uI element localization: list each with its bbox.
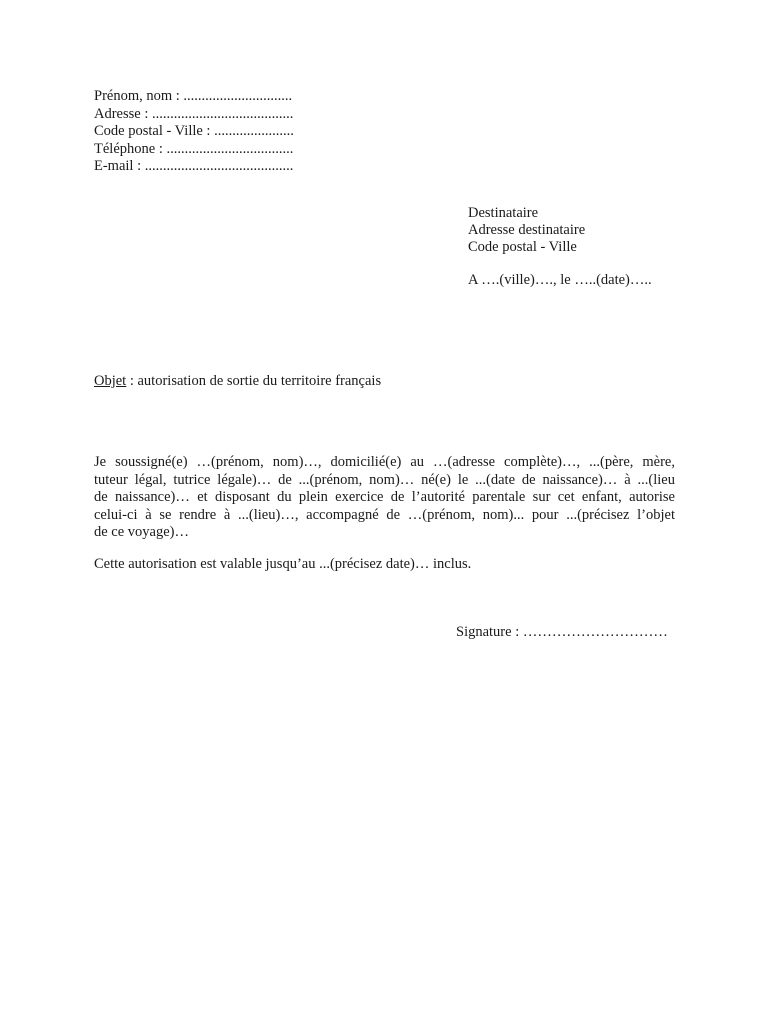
body-paragraph — [94, 454, 675, 542]
subject-separator: : — [126, 373, 138, 389]
recipient-name: Destinataire — [468, 205, 539, 221]
subject-text: autorisation de sortie du territoire français — [137, 373, 382, 389]
recipient-postal-city: Code postal - Ville — [468, 239, 577, 255]
validity-line: Cette autorisation est valable jusqu’au ...(précisez date)… inclus. — [94, 556, 472, 572]
subject-label: Objet — [94, 373, 127, 389]
sender-address-line: Adresse : ....................................... — [94, 105, 294, 122]
subject-line — [94, 373, 381, 390]
body-line-2: tuteur légal, tutrice légale)… de ...(prénom, nom)… né(e) le ...(date de naissance)… à ...(lieu — [94, 471, 675, 488]
recipient-block — [468, 205, 585, 256]
body-line-5: de ce voyage)… — [94, 524, 190, 540]
body-line-1: Je soussigné(e) …(prénom, nom)…, domicilié(e) au …(adresse complète)…, ...(père, mère, — [94, 454, 675, 470]
sender-email-line: E-mail : ......................................... — [94, 158, 294, 174]
place-date-line: A ….(ville)…., le …..(date)….. — [468, 272, 652, 288]
sender-name-line: Prénom, nom : .............................. — [94, 88, 293, 104]
recipient-address: Adresse destinataire — [468, 222, 586, 238]
sender-postal-city-line: Code postal - Ville : ...................... — [94, 123, 294, 139]
sender-phone-line: Téléphone : ................................... — [94, 140, 294, 157]
body-line-3: de naissance)… et disposant du plein exercice de l’autorité parentale sur cet enfant, autorise — [94, 489, 675, 505]
body-line-4: celui-ci à se rendre à ...(lieu)…, accompagné de …(prénom, nom)... pour ...(précisez l’objet — [94, 506, 675, 523]
signature-line: Signature : ………………………… — [456, 624, 668, 640]
sender-block — [94, 88, 294, 176]
